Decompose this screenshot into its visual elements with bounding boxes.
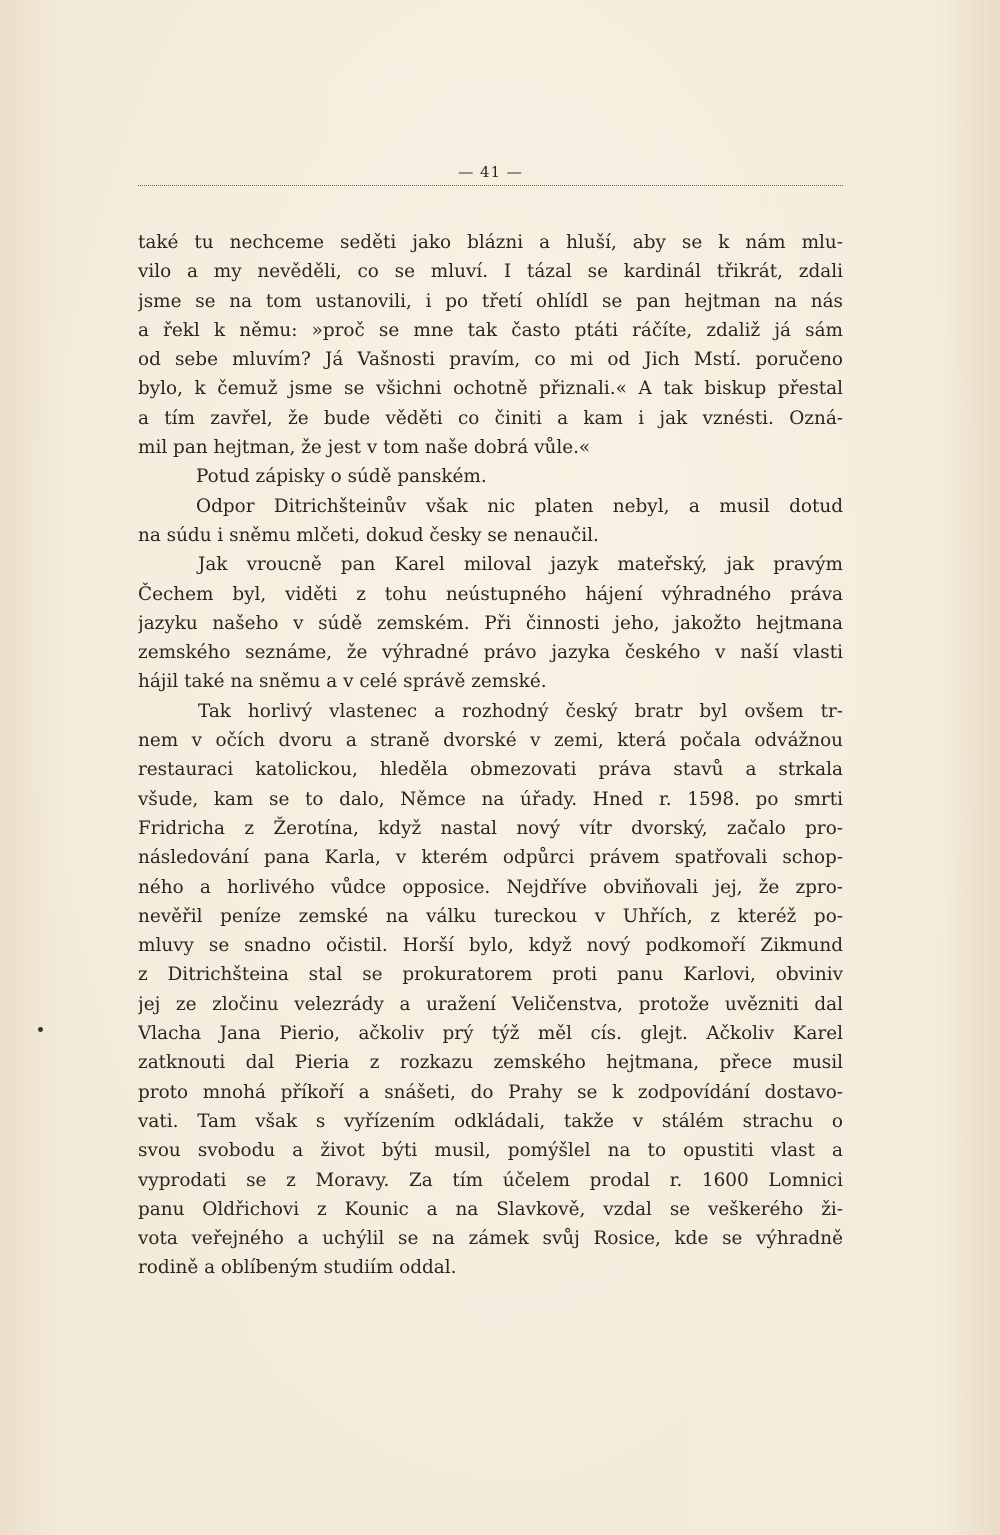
text-line: Vlacha Jana Pierio, ačkoliv prý týž měl cís. glejt. Ačkoliv Karel xyxy=(138,1023,843,1045)
text-line: od sebe mluvím? Já Vašnosti pravím, co mi od Jich Mstí. poručeno xyxy=(138,349,843,371)
text-line: Tak horlivý vlastenec a rozhodný český bratr byl ovšem tr- xyxy=(198,700,843,722)
text-line: mil pan hejtman, že jest v tom naše dobrá vůle.« xyxy=(138,437,591,459)
text-line: na súdu i sněmu mlčeti, dokud česky se nenaučil. xyxy=(138,524,599,546)
text-line: ného a horlivého vůdce opposice. Nejdříve obviňovali jej, že zpro- xyxy=(138,876,843,898)
page-number: — 41 — xyxy=(458,163,523,181)
text-line: vyprodati se z Moravy. Za tím účelem prodal r. 1600 Lomnici xyxy=(138,1169,843,1191)
text-line: zemského seznáme, že výhradné právo jazyka českého v naší vlasti xyxy=(138,642,843,664)
body-text xyxy=(138,228,843,1283)
text-line: zatknouti dal Pieria z rozkazu zemského hejtmana, přece musil xyxy=(138,1052,843,1074)
text-line: proto mnohá příkoří a snášeti, do Prahy se k zodpovídání dostavo- xyxy=(138,1081,843,1103)
text-line: mluvy se snadno očistil. Horší bylo, když nový podkomoří Zikmund xyxy=(138,935,843,957)
text-line: z Ditrichšteina stal se prokuratorem proti panu Karlovi, obviniv xyxy=(138,964,843,986)
text-line: nem v očích dvoru a straně dvorské v zemi, která počala odvážnou xyxy=(138,730,843,752)
text-line: hájil také na sněmu a v celé správě zemské. xyxy=(138,671,547,693)
text-line: a tím zavřel, že bude věděti co činiti a kam i jak vznésti. Ozná- xyxy=(138,407,843,429)
text-line: bylo, k čemuž jsme se všichni ochotně přiznali.« A tak biskup přestal xyxy=(138,378,843,400)
text-line: vota veřejného a uchýlil se na zámek svůj Rosice, kde se výhradně xyxy=(138,1228,843,1250)
margin-speck xyxy=(38,1027,43,1032)
text-line: jazyku našeho v súdě zemském. Při činnosti jeho, jakožto hejtmana xyxy=(138,612,843,634)
text-line: nevěřil peníze zemské na válku tureckou v Uhřích, z kteréž po- xyxy=(138,905,843,927)
text-line: vati. Tam však s vyřízením odkládali, takže v stálém strachu o xyxy=(138,1110,843,1132)
text-line: vilo a my nevěděli, co se mluví. I tázal se kardinál třikrát, zdali xyxy=(138,261,843,283)
text-line: všude, kam se to dalo, Němce na úřady. Hned r. 1598. po smrti xyxy=(138,788,843,810)
text-line: Čechem byl, viděti z tohu neústupného hájení výhradného práva xyxy=(138,583,843,605)
text-line: Potud zápisky o súdě panském. xyxy=(196,466,487,488)
text-line: restauraci katolickou, hleděla obmezovati práva stavů a strkala xyxy=(138,759,843,781)
header-rule xyxy=(138,185,843,186)
page-header xyxy=(138,160,843,190)
text-line: následování pana Karla, v kterém odpůrci právem spatřovali schop- xyxy=(138,847,843,869)
text-line: svou svobodu a život býti musil, pomýšlel na to opustiti vlast a xyxy=(138,1140,843,1162)
text-line: jsme se na tom ustanovili, i po třetí ohlídl se pan hejtman na nás xyxy=(138,290,843,312)
text-line: a řekl k němu: »proč se mne tak často ptáti ráčíte, zdaliž já sám xyxy=(138,319,843,341)
text-line: Jak vroucně pan Karel miloval jazyk mateřský, jak pravým xyxy=(198,554,843,576)
text-line: Odpor Ditrichšteinův však nic platen nebyl, a musil dotud xyxy=(196,495,843,517)
text-line: panu Oldřichovi z Kounic a na Slavkově, vzdal se veškerého ži- xyxy=(138,1198,843,1220)
text-line: rodině a oblíbeným studiím oddal. xyxy=(138,1257,457,1279)
text-line: jej ze zločinu velezrády a uražení Veličenstva, protože uvězniti dal xyxy=(138,993,843,1015)
text-line: Fridricha z Žerotína, když nastal nový vítr dvorský, začalo pro- xyxy=(138,817,843,839)
text-line: také tu nechceme seděti jako blázni a hluší, aby se k nám mlu- xyxy=(138,232,843,253)
